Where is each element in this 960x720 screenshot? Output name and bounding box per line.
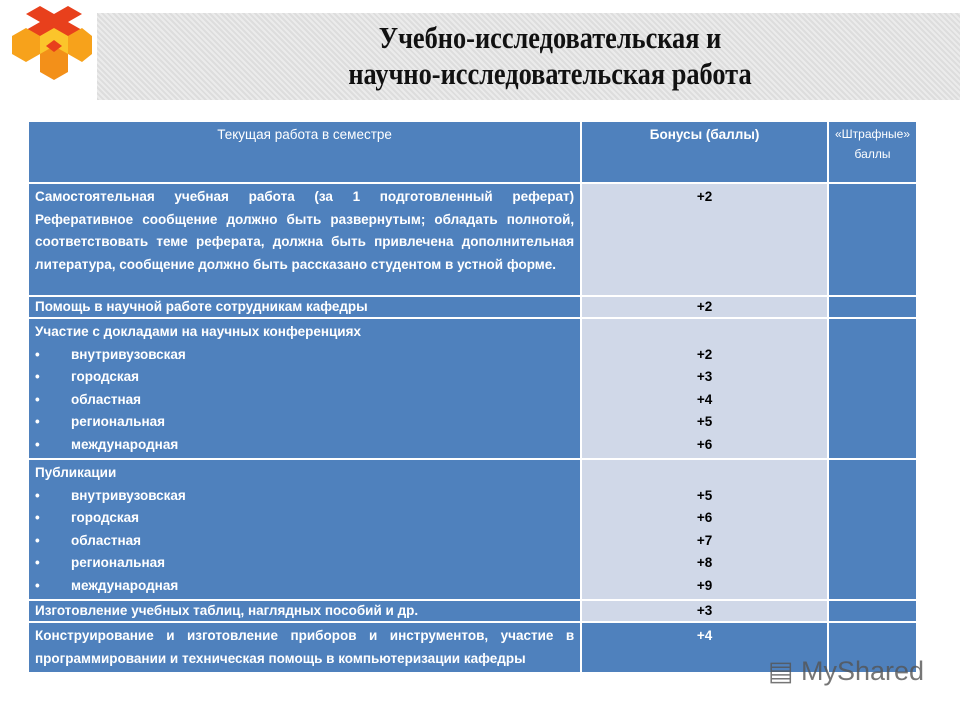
title-line1: Учебно-исследовательская и (378, 20, 722, 55)
list-item: • международная (35, 575, 574, 598)
row-bonus: +2 (581, 183, 828, 296)
row-text (28, 318, 581, 459)
bonus-value: +6 (696, 436, 713, 452)
row-bonus (581, 318, 828, 459)
page-title (253, 20, 848, 92)
row-penalty (828, 296, 917, 318)
bonus-value: +2 (696, 346, 713, 362)
list-item: • региональная (35, 552, 574, 575)
bonus-value: +5 (696, 487, 713, 503)
bonus-value: +3 (696, 369, 713, 384)
list-item: • областная (35, 389, 574, 412)
bonus-value: +9 (696, 577, 713, 593)
list-item: • внутривузовская (35, 344, 574, 367)
list-item: • городская (35, 507, 574, 530)
row-heading: Участие с докладами на научных конференциях (35, 324, 361, 339)
list-item: • областная (35, 530, 574, 553)
table-header (28, 121, 917, 183)
row-text (28, 459, 581, 600)
row-penalty (828, 600, 917, 622)
title-line2: научно-исследовательская работа (348, 56, 752, 91)
row-text: Помощь в научной работе сотрудникам кафедры (28, 296, 581, 318)
row-bonus: +2 (581, 296, 828, 318)
row-penalty (828, 459, 917, 600)
header-penalty: «Штрафные» баллы (828, 121, 917, 183)
list-item: • городская (35, 366, 574, 389)
watermark-text: MyShared (801, 656, 925, 686)
table-row (28, 183, 917, 296)
row-bonus: +3 (581, 600, 828, 622)
row-penalty (828, 318, 917, 459)
header-work: Текущая работа в семестре (28, 121, 581, 183)
table-row (28, 600, 917, 622)
table-row (28, 296, 917, 318)
bonus-value: +4 (696, 391, 713, 407)
row-bonus: +4 (581, 622, 828, 673)
row-text: Самостоятельная учебная работа (за 1 подготовленный реферат) Реферативное сообщение должно быть развернутым; обладать полнотой, соответствовать теме реферата, должна быть привлечена дополнительная литература, сообщение должно быть рассказано студентом в устной форме. (28, 183, 581, 296)
row-heading: Публикации (35, 465, 117, 480)
bonus-value: +6 (696, 510, 713, 525)
points-table (27, 120, 918, 674)
row-penalty (828, 183, 917, 296)
list-item: • региональная (35, 411, 574, 434)
header-bonus: Бонусы (баллы) (581, 121, 828, 183)
watermark (768, 656, 924, 687)
row-bonus (581, 459, 828, 600)
row-text: Конструирование и изготовление приборов и инструментов, участие в программировании и техническая помощь в компьютеризации кафедры (28, 622, 581, 673)
presentation-icon: ▤ (768, 656, 802, 686)
bonus-value: +7 (696, 532, 713, 548)
table-row (28, 318, 917, 459)
bonus-value: +5 (696, 414, 713, 429)
table-row (28, 459, 917, 600)
list-item: • внутривузовская (35, 485, 574, 508)
row-text: Изготовление учебных таблиц, наглядных пособий и др. (28, 600, 581, 622)
bonus-value: +8 (696, 555, 713, 570)
list-item: • международная (35, 434, 574, 457)
logo-icon (6, 6, 92, 86)
